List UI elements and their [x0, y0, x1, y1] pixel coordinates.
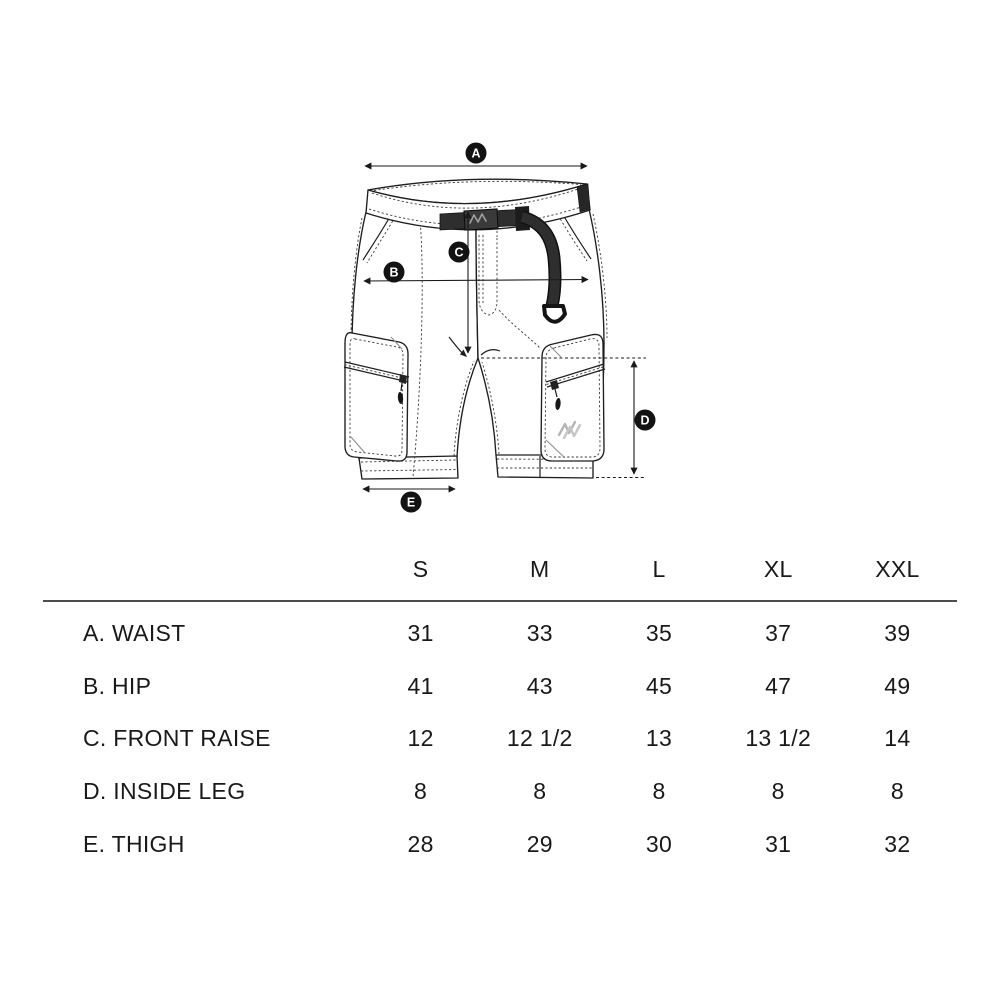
belt-buckle — [464, 209, 498, 230]
belt-d-ring — [544, 306, 565, 322]
size-value: 47 — [765, 672, 792, 699]
size-value: 35 — [645, 619, 673, 646]
table-row-thigh — [43, 818, 957, 871]
size-col-header-s: S — [412, 556, 429, 582]
size-value: 8 — [890, 778, 904, 805]
row-label: B. HIP — [83, 672, 152, 699]
badge-a — [466, 143, 487, 164]
right-cargo-pocket — [541, 334, 605, 461]
badge-d — [635, 410, 656, 431]
left-cargo-pocket — [344, 333, 409, 461]
size-value: 41 — [407, 672, 434, 699]
size-value: 30 — [645, 830, 673, 857]
size-value: 12 1/2 — [506, 725, 573, 752]
badge-c — [449, 242, 470, 263]
row-label: E. THIGH — [83, 830, 185, 857]
badge-b-label: B — [389, 265, 399, 280]
row-label: C. FRONT RAISE — [83, 725, 271, 752]
table-row-waist — [43, 607, 957, 660]
size-value: 8 — [414, 778, 428, 805]
size-table — [43, 545, 957, 871]
size-value: 31 — [765, 830, 792, 857]
badge-c-label: C — [454, 245, 464, 260]
size-value: 12 — [407, 725, 434, 752]
size-value: 13 1/2 — [745, 725, 812, 752]
size-col-header-l: L — [652, 556, 666, 582]
table-row-front-raise — [43, 713, 957, 766]
badge-a-label: A — [471, 146, 481, 161]
size-value: 8 — [771, 778, 785, 805]
badge-e — [401, 492, 422, 513]
size-value: 14 — [884, 725, 911, 752]
size-value: 31 — [407, 619, 434, 646]
size-value: 29 — [526, 830, 553, 857]
size-value: 32 — [884, 830, 911, 857]
size-value: 39 — [884, 619, 911, 646]
size-value: 37 — [765, 619, 792, 646]
size-value: 8 — [533, 778, 547, 805]
size-col-header-xl: XL — [763, 556, 793, 582]
size-value: 8 — [652, 778, 666, 805]
size-value: 33 — [526, 619, 553, 646]
size-col-header-xxl: XXL — [875, 556, 920, 582]
size-col-header-m: M — [530, 556, 550, 582]
size-table-body — [43, 602, 957, 871]
size-value: 43 — [526, 672, 553, 699]
badge-b — [384, 262, 405, 283]
size-value: 49 — [884, 672, 911, 699]
table-row-hip — [43, 660, 957, 713]
row-label: D. INSIDE LEG — [83, 778, 246, 805]
table-row-inside-leg — [43, 765, 957, 818]
size-value: 28 — [407, 830, 434, 857]
row-label: A. WAIST — [83, 619, 186, 646]
badge-e-label: E — [406, 495, 416, 510]
size-value: 13 — [645, 725, 673, 752]
size-table-header — [43, 545, 957, 600]
badge-d-label: D — [640, 413, 650, 428]
size-value: 45 — [645, 672, 673, 699]
